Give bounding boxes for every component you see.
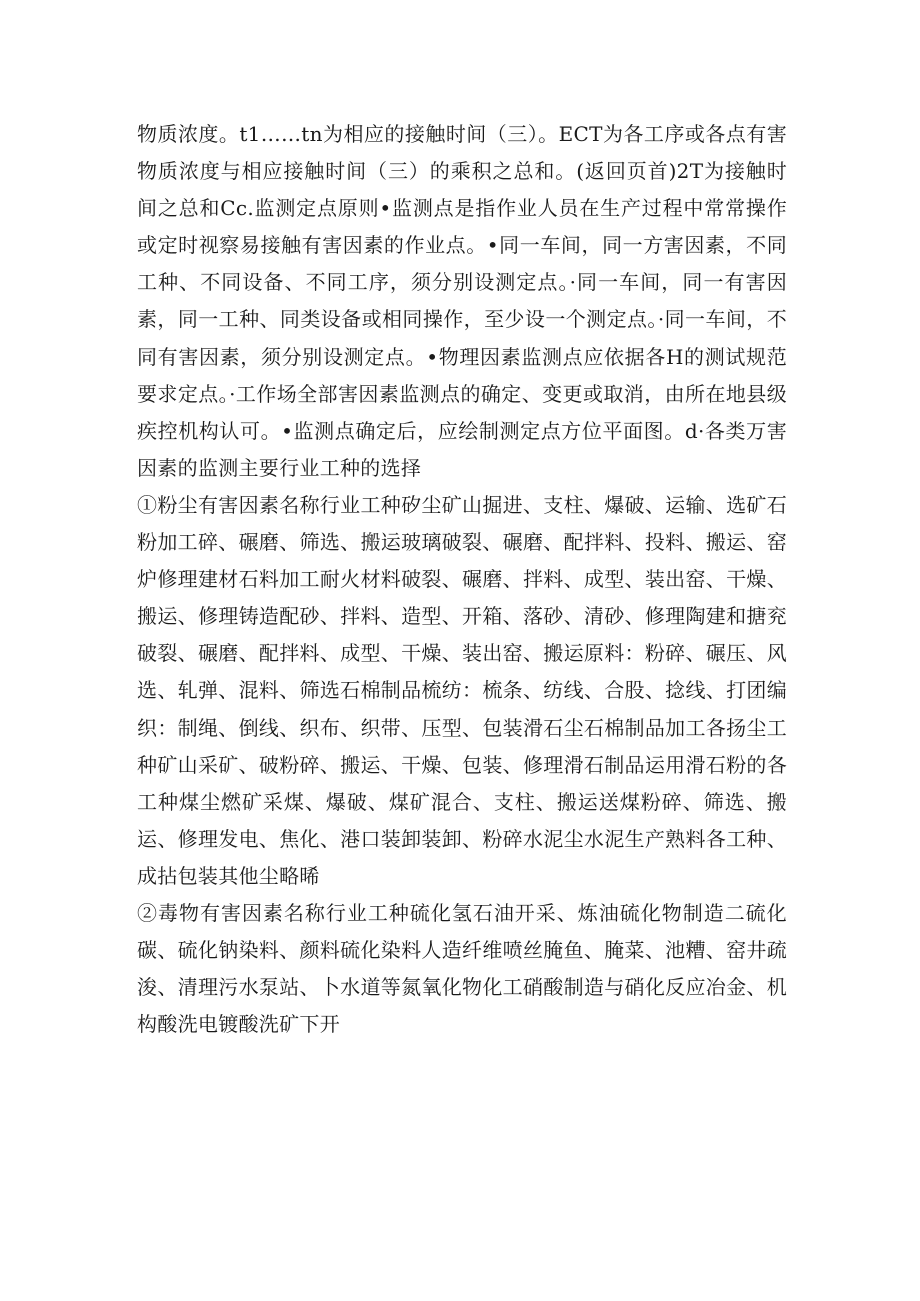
paragraph-dust-hazards: ①粉尘有害因素名称行业工种矽尘矿山掘进、支柱、爆破、运输、选矿石粉加工碎、碾磨、筛选、搬运玻璃破裂、碾磨、配拌料、投料、搬运、窑炉修理建材石料加工耐火材料破裂、碾磨、拌料、成型、装出窑、干燥、搬运、修理铸造配砂、拌料、造型、开箱、落砂、清砂、修理陶建和搪兖破裂、碾磨、配拌料、成型、干燥、装出窑、搬运原料：粉碎、碾压、风选、轧弹、混料、筛选石棉制品梳纺：梳条、纺线、合股、捻线、打团编织：制绳、倒线、织布、织带、压型、包装滑石尘石棉制品加工各扬尘工种矿山采矿、破粉碎、搬运、干燥、包装、修理滑石制品运用滑石粉的各工种煤尘燃矿采煤、爆破、煤矿混合、支柱、搬运送煤粉碎、筛选、搬运、修理发电、焦化、港口装卸装卸、粉碎水泥尘水泥生产熟料各工种、成拈包装其他尘略晞 <box>137 492 787 888</box>
document-body <box>137 116 787 1043</box>
paragraph-formula-and-monitoring-principles: 物质浓度。t1……tn为相应的接触时间（三）。ECT为各工序或各点有害物质浓度与相应接触时间（三）的乘积之总和。(返回页首)2T为接触时间之总和Cc.监测定点原则•监测点是指作业人员在生产过程中常常操作或定时视察易接触有害因素的作业点。•同一车间，同一方害因素，不同工种、不同设备、不同工序，须分别设测定点。·同一车间，同一有害因素，同一工种、同类设备或相同操作，至少设一个测定点。·同一车间，不同有害因素，须分别设测定点。•物理因素监测点应依据各H的测试规范要求定点。·工作场全部害因素监测点的确定、变更或取消，由所在地县级疾控机构认可。•监测点确定后，应绘制测定点方位平面图。d·各类万害因素的监测主要行业工种的选择 <box>137 122 787 480</box>
paragraph-toxic-hazards: ②毒物有害因素名称行业工种硫化氢石油开采、炼油硫化物制造二硫化碳、硫化钠染料、颜料硫化染料人造纤维喷丝腌鱼、腌菜、池糟、窑井疏浚、清理污水泵站、卜水道等氮氧化物化工硝酸制造与硝化反应冶金、机构酸洗电镀酸洗矿下开 <box>137 900 787 1037</box>
